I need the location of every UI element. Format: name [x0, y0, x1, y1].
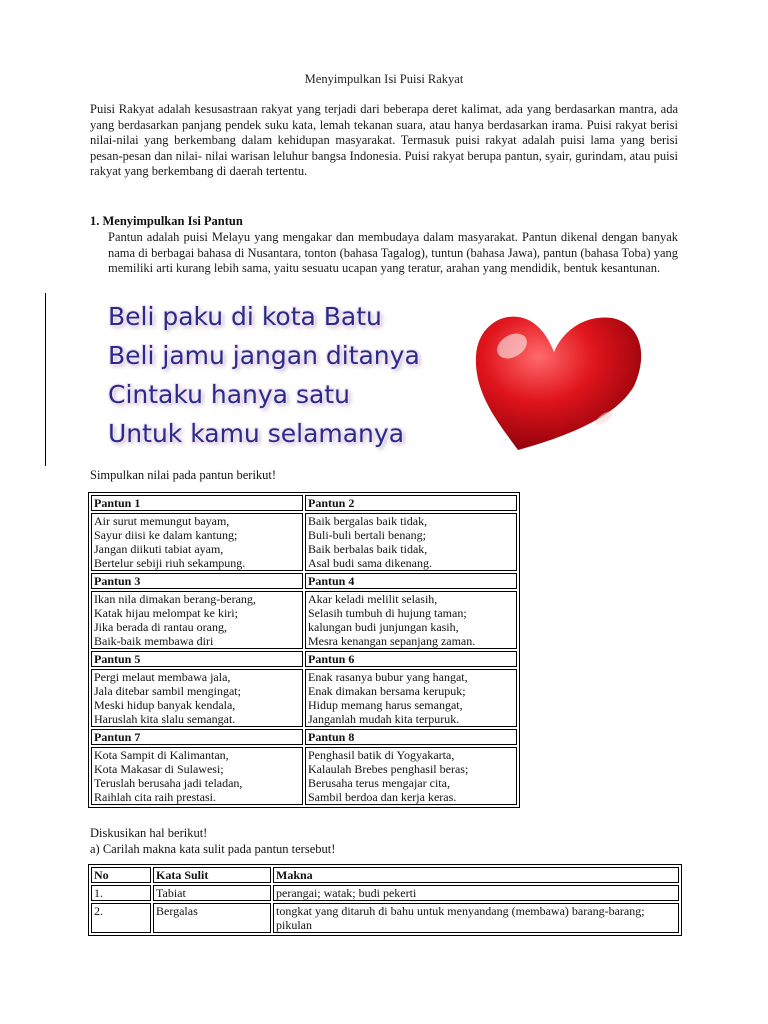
- pantun-verse: [91, 747, 303, 805]
- table-cell: 2.: [91, 903, 151, 933]
- instruction-text: Simpulkan nilai pada pantun berikut!: [90, 468, 277, 482]
- verse-line: Baik-baik membawa diri: [94, 634, 214, 648]
- section-paragraph: Pantun adalah puisi Melayu yang mengakar dan membudaya dalam masyarakat. Pantun dikenal dengan banyak nama di berbagai bahasa di Nusantara, tonton (bahasa Tagalog), tuntun (bahasa Jawa), pantun (bahasa Toba) yang memiliki arti kurang lebih sama, yaitu sesuatu ucapan yang teratur, arahan yang mendidik, bentuk kesantunan.: [108, 230, 678, 276]
- pantun-title: Pantun 4: [305, 573, 517, 589]
- verse-line: Janganlah mudah kita terpuruk.: [308, 712, 460, 726]
- verse-line: Jika berada di rantau orang,: [94, 620, 227, 634]
- pantun-verse-row: [91, 513, 517, 571]
- pantun-title: Pantun 3: [91, 573, 303, 589]
- verse-line: Asal budi sama dikenang.: [308, 556, 432, 570]
- verse-line: Katak hijau melompat ke kiri;: [94, 606, 238, 620]
- table-cell: Bergalas: [153, 903, 271, 933]
- header-cell: Makna: [273, 867, 679, 883]
- document-title: Menyimpulkan Isi Puisi Rakyat: [304, 72, 464, 86]
- pantun-title-row: [91, 651, 517, 667]
- pantun-verse: [305, 513, 517, 571]
- pantun-title: Pantun 6: [305, 651, 517, 667]
- verse-line: Ikan nila dimakan berang-berang,: [94, 592, 256, 606]
- pantun-verse: [91, 591, 303, 649]
- verse-line: Sayur diisi ke dalam kantung;: [94, 528, 238, 542]
- pantun-title: Pantun 8: [305, 729, 517, 745]
- verse-line: Enak dimakan bersama kerupuk;: [308, 684, 466, 698]
- verse-line: Pergi melaut membawa jala,: [94, 670, 231, 684]
- verse-line: Jangan diikuti tabiat ayam,: [94, 542, 224, 556]
- verse-line: Kota Makasar di Sulawesi;: [94, 762, 224, 776]
- banner-line: Cintaku hanya satu: [108, 380, 350, 409]
- verse-line: Mesra kenangan sepanjang zaman.: [308, 634, 476, 648]
- pantun-verse: [305, 747, 517, 805]
- verse-line: Baik berbalas baik tidak,: [308, 542, 428, 556]
- verse-line: Akar keladi melilit selasih,: [308, 592, 438, 606]
- margin-line: [45, 293, 46, 466]
- pantun-verse: [91, 669, 303, 727]
- pantun-verse-row: [91, 591, 517, 649]
- verse-line: kalungan budi junjungan kasih,: [308, 620, 459, 634]
- header-cell: No: [91, 867, 151, 883]
- verse-line: Kota Sampit di Kalimantan,: [94, 748, 229, 762]
- section-heading: 1. Menyimpulkan Isi Pantun: [90, 214, 243, 228]
- verse-line: Sambil berdoa dan kerja keras.: [308, 790, 457, 804]
- banner-line: Beli paku di kota Batu: [108, 302, 382, 331]
- verse-line: Haruslah kita slalu semangat.: [94, 712, 236, 726]
- verse-line: Berusaha terus mengajar cita,: [308, 776, 450, 790]
- pantun-title-row: [91, 495, 517, 511]
- pantun-banner-image: [98, 298, 678, 458]
- verse-line: Enak rasanya bubur yang hangat,: [308, 670, 468, 684]
- discussion-block: [90, 825, 335, 857]
- pantun-verse: [305, 591, 517, 649]
- table-row: [91, 903, 679, 933]
- verse-line: Baik bergalas baik tidak,: [308, 514, 428, 528]
- intro-paragraph: Puisi Rakyat adalah kesusastraan rakyat yang terjadi dari beberapa deret kalimat, ada yang berdasarkan mantra, ada yang berdasarkan panjang pendek suku kata, lemah tekanan suara, atau hanya berdasarkan irama. Puisi rakyat berisi nilai-nilai yang berkembang dalam kehidupan masyarakat. Termasuk puisi rakyat adalah puisi lama yang berisi pesan-pesan dan nilai- nilai warisan leluhur bangsa Indonesia. Puisi rakyat berupa pantun, syair, gurindam, atau puisi rakyat yang berkembang di daerah tertentu.: [90, 102, 678, 179]
- table-row: [91, 885, 679, 901]
- verse-line: Kalaulah Brebes penghasil beras;: [308, 762, 469, 776]
- pantun-verse-row: [91, 669, 517, 727]
- banner-line: Untuk kamu selamanya: [108, 419, 405, 448]
- discussion-heading: Diskusikan hal berikut!: [90, 826, 208, 840]
- heart-icon: [466, 300, 650, 460]
- pantun-verse-row: [91, 747, 517, 805]
- verse-line: Air surut memungut bayam,: [94, 514, 230, 528]
- header-cell: Kata Sulit: [153, 867, 271, 883]
- pantun-title-row: [91, 573, 517, 589]
- pantun-verse: [305, 669, 517, 727]
- table-cell: tongkat yang ditaruh di bahu untuk menyandang (membawa) barang-barang; pikulan: [273, 903, 679, 933]
- pantun-table: [88, 492, 520, 808]
- discussion-question: a) Carilah makna kata sulit pada pantun tersebut!: [90, 842, 336, 856]
- vocabulary-table: [88, 864, 682, 936]
- pantun-title: Pantun 5: [91, 651, 303, 667]
- table-cell: 1.: [91, 885, 151, 901]
- verse-line: Teruslah berusaha jadi teladan,: [94, 776, 243, 790]
- pantun-title: Pantun 1: [91, 495, 303, 511]
- verse-line: Selasih tumbuh di hujung taman;: [308, 606, 467, 620]
- table-header-row: [91, 867, 679, 883]
- verse-line: Penghasil batik di Yogyakarta,: [308, 748, 455, 762]
- pantun-verse: [91, 513, 303, 571]
- verse-line: Meski hidup banyak kendala,: [94, 698, 236, 712]
- verse-line: Buli-buli bertali benang;: [308, 528, 426, 542]
- table-cell: perangai; watak; budi pekerti: [273, 885, 679, 901]
- verse-line: Jala ditebar sambil mengingat;: [94, 684, 241, 698]
- pantun-title: Pantun 7: [91, 729, 303, 745]
- pantun-title: Pantun 2: [305, 495, 517, 511]
- verse-line: Bertelur sebiji riuh sekampung.: [94, 556, 246, 570]
- table-cell: Tabiat: [153, 885, 271, 901]
- verse-line: Raihlah cita raih prestasi.: [94, 790, 216, 804]
- verse-line: Hidup memang harus semangat,: [308, 698, 463, 712]
- banner-line: Beli jamu jangan ditanya: [108, 341, 420, 370]
- pantun-title-row: [91, 729, 517, 745]
